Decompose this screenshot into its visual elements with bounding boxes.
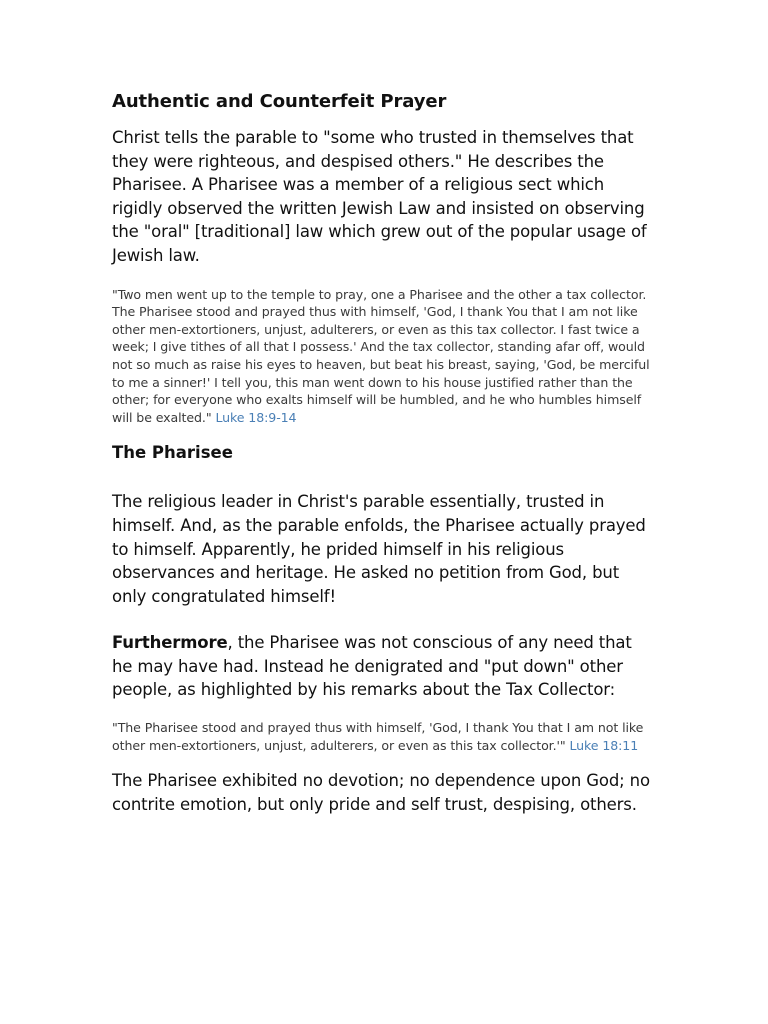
section-heading-pharisee: The Pharisee (112, 443, 233, 463)
scripture-reference-link-2[interactable]: Luke 18:11 (569, 737, 639, 753)
document-page (112, 90, 657, 816)
scripture-quote-2-text: "The Pharisee stood and prayed thus with himself, 'God, I thank You that I am not like other men-extortioners, unjust, adulterers, or even as this tax collector.'" (112, 720, 644, 753)
intro-paragraph: Christ tells the parable to "some who trusted in themselves that they were righteous, and despised others." He describes the Pharisee. A Pharisee was a member of a religious sect which rigidly observed the written Jewish Law and insisted on observing the "oral" [traditional] law which grew out of the popular usage of Jewish law. (112, 128, 647, 265)
pharisee-paragraph-3: The Pharisee exhibited no devotion; no dependence upon God; no contrite emotion, but only pride and self trust, despising, others. (112, 771, 650, 814)
scripture-reference-link-1[interactable]: Luke 18:9-14 (215, 409, 297, 425)
scripture-quote-1 (112, 286, 657, 427)
page-title: Authentic and Counterfeit Prayer (112, 91, 447, 112)
scripture-quote-1-text: "Two men went up to the temple to pray, one a Pharisee and the other a tax collector. The Pharisee stood and prayed thus with himself, 'God, I thank You that I am not like other men-extortioners, unjust, adulterers, or even as this tax collector. I fast twice a week; I give tithes of all that I possess.' And the tax collector, standing afar off, would not so much as raise his eyes to heaven, but beat his breast, saying, 'God, be merciful to me a sinner!' I tell you, this man went down to his house justified rather than the other; for everyone who exalts himself will be humbled, and he who humbles himself will be exalted." (112, 286, 650, 425)
pharisee-paragraph-2 (112, 631, 657, 702)
scripture-quote-2 (112, 719, 657, 754)
paragraph-lead-word: Furthermore (112, 633, 228, 653)
pharisee-paragraph-2-text: , the Pharisee was not conscious of any need that he may have had. Instead he denigrated and "put down" other people, as highlighted by his remarks about the Tax Collector: (112, 633, 632, 700)
pharisee-paragraph-1: The religious leader in Christ's parable essentially, trusted in himself. And, as the parable enfolds, the Pharisee actually prayed to himself. Apparently, he prided himself in his religious observances and heritage. He asked no petition from God, but only congratulated himself! (112, 492, 646, 606)
